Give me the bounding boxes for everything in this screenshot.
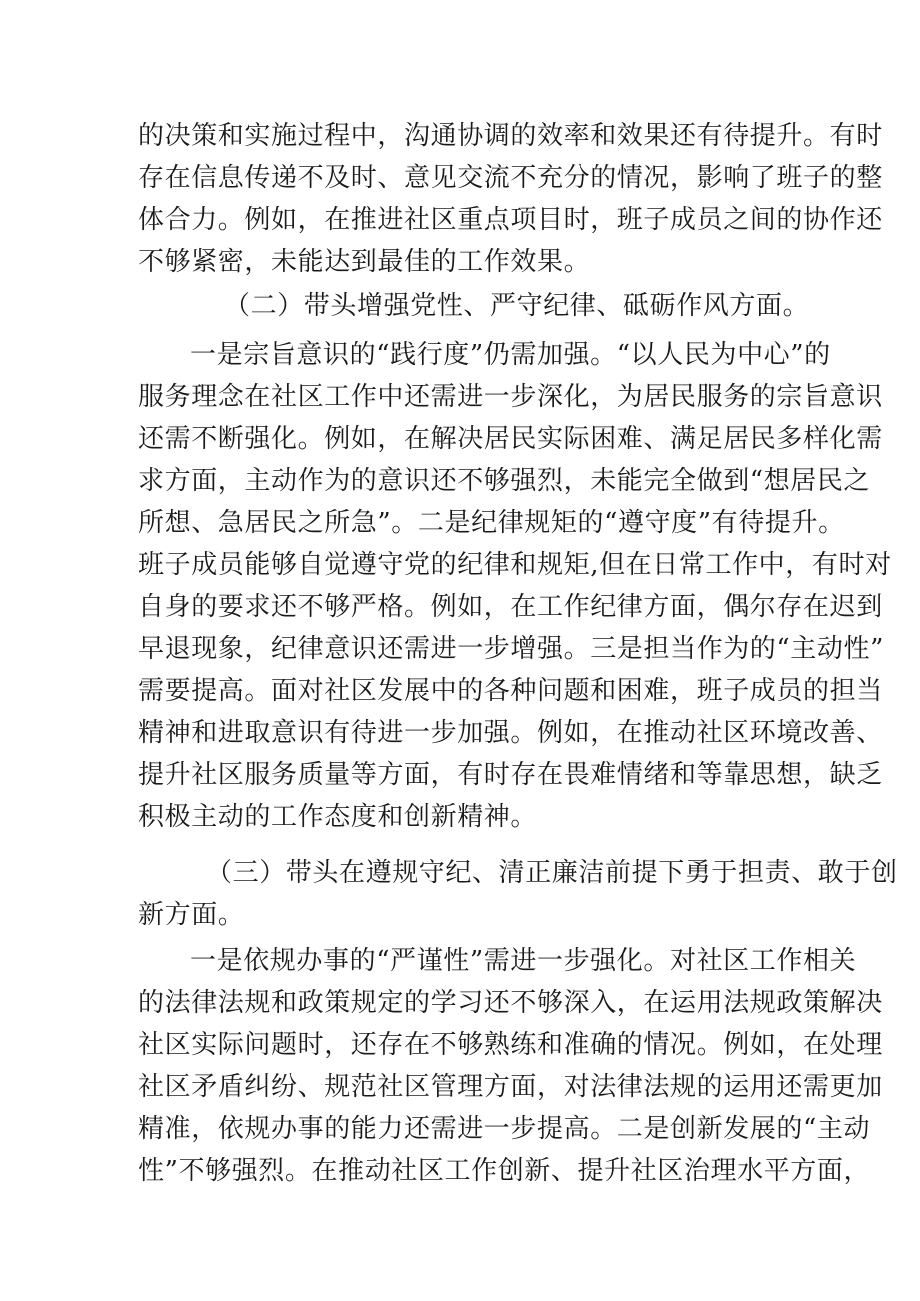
text-line: 社区矛盾纠纷、规范社区管理方面，对法律法规的运用还需更加	[138, 1072, 883, 1102]
text-line: 一是依规办事的“严谨性”需进一步强化。对社区工作相关	[190, 946, 857, 976]
text-line: 性”不够强烈。在推动社区工作创新、提升社区治理水平方面，	[138, 1156, 871, 1186]
text-line: 提升社区服务质量等方面，有时存在畏难情绪和等靠思想，缺乏	[138, 760, 883, 790]
heading-line: （二）带头增强党性、严守纪律、砥砺作风方面。	[224, 291, 810, 321]
text-line: 自身的要求还不够严格。例如，在工作纪律方面，偶尔存在迟到	[138, 592, 883, 622]
text-line: 早退现象，纪律意识还需进一步增强。三是担当作为的“主动性”	[138, 634, 884, 664]
text-line: 的决策和实施过程中，沟通协调的效率和效果还有待提升。有时	[138, 121, 883, 151]
section-heading-3	[138, 852, 898, 936]
heading-line: （三）带头在遵规守纪、清正廉洁前提下勇于担责、敢于创	[206, 858, 898, 888]
paragraph-section-3-body	[138, 940, 883, 1192]
text-line: 求方面，主动作为的意识还不够强烈，未能完全做到“想居民之	[138, 466, 871, 496]
text-line: 班子成员能够自觉遵守党的纪律和规矩,但在日常工作中，有时对	[138, 550, 892, 580]
text-line: 社区实际问题时，还存在不够熟练和准确的情况。例如，在处理	[138, 1030, 883, 1060]
text-line: 不够紧密，未能达到最佳的工作效果。	[138, 247, 591, 277]
text-line: 服务理念在社区工作中还需进一步深化，为居民服务的宗旨意识	[138, 382, 883, 412]
text-line: 需要提高。面对社区发展中的各种问题和困难，班子成员的担当	[138, 676, 883, 706]
text-line: 的法律法规和政策规定的学习还不够深入，在运用法规政策解决	[138, 988, 883, 1018]
text-line: 积极主动的工作态度和创新精神。	[138, 802, 538, 832]
text-line: 精神和进取意识有待进一步加强。例如，在推动社区环境改善、	[138, 718, 883, 748]
heading-line: 新方面。	[138, 900, 245, 930]
section-heading-2	[138, 285, 810, 327]
paragraph-section-2-body	[138, 334, 892, 838]
text-line: 还需不断强化。例如，在解决居民实际困难、满足居民多样化需	[138, 424, 883, 454]
paragraph-continuation	[138, 115, 883, 283]
text-line: 所想、急居民之所急”。二是纪律规矩的“遵守度”有待提升。	[138, 508, 845, 538]
text-line: 一是宗旨意识的“践行度”仍需加强。“以人民为中心”的	[190, 340, 831, 370]
text-line: 存在信息传递不及时、意见交流不充分的情况，影响了班子的整	[138, 163, 883, 193]
text-line: 精准，依规办事的能力还需进一步提高。二是创新发展的“主动	[138, 1114, 871, 1144]
text-line: 体合力。例如，在推进社区重点项目时，班子成员之间的协作还	[138, 205, 883, 235]
